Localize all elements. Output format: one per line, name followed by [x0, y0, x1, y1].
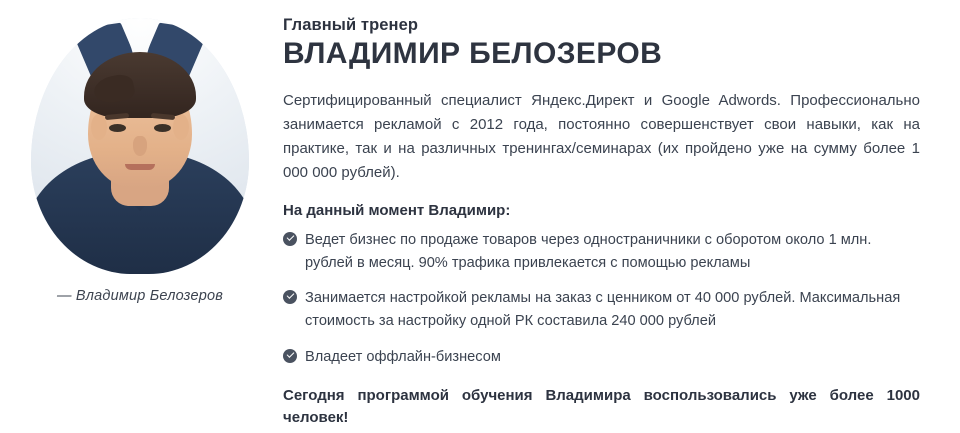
eye-left-shape [109, 124, 126, 132]
check-circle-icon [283, 290, 297, 304]
bio-paragraph: Сертифицированный специалист Яндекс.Директ и Google Adwords. Профессионально занимается рекламой с 2012 года, постоянно совершенствует свои навыки, как на практике, так и на различных тренингах/семинарах (их пройдено уже на сумму более 1 000 000 рублей). [283, 91, 920, 182]
list-item-text: Занимается настройкой рекламы на заказ с ценником от 40 000 рублей. Максимальная стоимость за настройку одной РК составила 240 000 рублей [305, 290, 901, 330]
achievements-heading: На данный момент Владимир: [283, 201, 511, 219]
mouth-shape [125, 164, 155, 170]
check-circle-icon [283, 232, 297, 246]
achievements-list [283, 229, 920, 369]
nose-shape [133, 136, 147, 156]
list-item [283, 346, 920, 369]
avatar [31, 18, 249, 274]
eye-right-shape [154, 124, 171, 132]
footnote-text: Сегодня программой обучения Владимира воспользовались уже более 1000 человек! [283, 386, 920, 427]
page-title: ВЛАДИМИР БЕЛОЗЕРОВ [283, 37, 663, 70]
list-item [283, 229, 920, 275]
photo-caption: — Владимир Белозеров [56, 288, 224, 304]
trainer-photo [31, 18, 249, 274]
list-item-text: Владеет оффлайн-бизнесом [305, 348, 501, 365]
profile-content [283, 16, 920, 430]
list-item [283, 287, 920, 333]
check-circle-icon [283, 349, 297, 363]
list-item-text: Ведет бизнес по продаже товаров через одностраничники с оборотом около 1 млн. рублей в месяц. 90% трафика привлекается с помощью рекламы [305, 231, 872, 271]
role-label: Главный тренер [283, 16, 419, 34]
photo-column [20, 18, 260, 304]
ear-right-shape [173, 114, 189, 140]
